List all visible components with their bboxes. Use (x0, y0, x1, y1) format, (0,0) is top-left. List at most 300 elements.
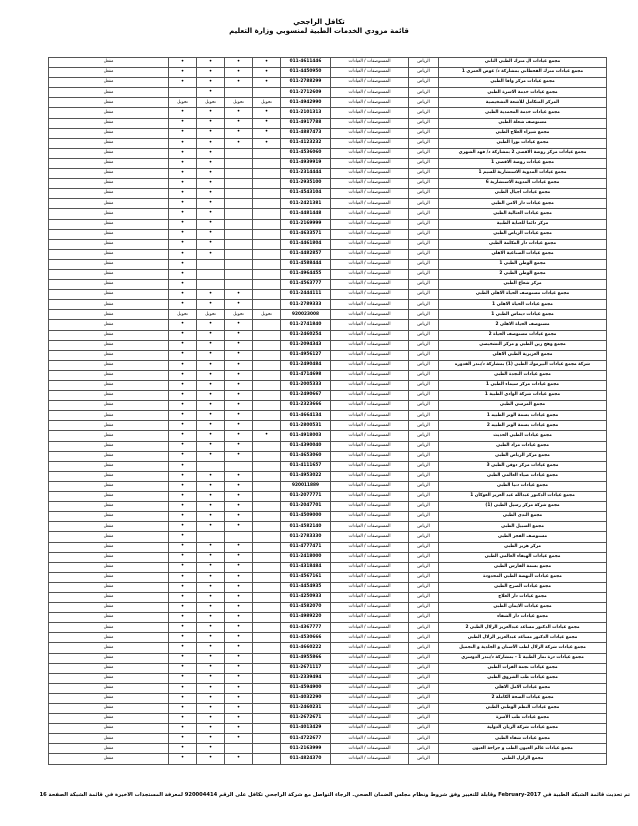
coverage-mark (197, 421, 225, 431)
provider-status: مفعل (49, 441, 169, 451)
provider-phone: 011-4318484 (281, 562, 331, 572)
provider-type: المستوصفات / العيادات (331, 340, 409, 350)
provider-city: الرياض (409, 673, 439, 683)
coverage-mark (169, 613, 197, 623)
bullet-icon: • (236, 330, 241, 338)
provider-name: مجمع شركة مركز رسيل الطبي (1) (439, 502, 607, 512)
provider-status: مفعل (49, 592, 169, 602)
table-row (49, 744, 607, 754)
coverage-mark (169, 370, 197, 380)
provider-name: مجمع عيادات العثالية الطبي (439, 209, 607, 219)
coverage-mark: تحويل (197, 98, 225, 108)
coverage-mark (169, 643, 197, 653)
provider-status: مفعل (49, 138, 169, 148)
table-row (49, 421, 607, 431)
provider-type: المستوصفات / العيادات (331, 239, 409, 249)
table-row (49, 532, 607, 542)
coverage-mark (225, 461, 253, 471)
provider-phone: 011-4942990 (281, 98, 331, 108)
provider-city: الرياض (409, 613, 439, 623)
provider-name: مجمع عيادات طب الأسرة (439, 714, 607, 724)
coverage-mark (225, 290, 253, 300)
provider-type: المستوصفات / العيادات (331, 582, 409, 592)
provider-phone: 011-4461804 (281, 239, 331, 249)
provider-type: المستوصفات / العيادات (331, 411, 409, 421)
provider-phone: 011-2444111 (281, 290, 331, 300)
provider-name: مجمع عيادات نجمة الفرات الطبي (439, 663, 607, 673)
coverage-mark (197, 623, 225, 633)
coverage-mark (225, 592, 253, 602)
coverage-mark (225, 502, 253, 512)
provider-city: الرياض (409, 239, 439, 249)
bullet-icon: • (208, 300, 213, 307)
bullet-icon: • (208, 67, 213, 75)
coverage-mark (225, 179, 253, 189)
provider-type: المستوصفات / العيادات (331, 229, 409, 239)
table-row (49, 431, 607, 441)
bullet-icon: • (208, 522, 213, 530)
coverage-mark (253, 502, 281, 512)
coverage-mark (197, 441, 225, 451)
provider-phone: 011-4250933 (281, 592, 331, 602)
provider-name: مجمع عيادات الدكتور مساعد عبدالعزيز الزلال الطبي 2 (439, 623, 607, 633)
bullet-icon: • (208, 421, 213, 429)
coverage-mark (253, 259, 281, 269)
coverage-mark (253, 704, 281, 714)
provider-status: مفعل (49, 683, 169, 693)
provider-phone: 011-4123232 (281, 138, 331, 148)
provider-phone: 011-2741840 (281, 320, 331, 330)
coverage-mark (169, 542, 197, 552)
provider-type: المستوصفات / العيادات (331, 481, 409, 491)
coverage-mark (197, 512, 225, 522)
coverage-mark (253, 421, 281, 431)
provider-name: مجمع الوطن الطبي 2 (439, 269, 607, 279)
bullet-icon: • (208, 643, 213, 651)
provider-type: المستوصفات / العيادات (331, 441, 409, 451)
coverage-mark (225, 471, 253, 481)
provider-city: الرياض (409, 411, 439, 421)
coverage-mark (225, 209, 253, 219)
provider-phone: 011-2490667 (281, 391, 331, 401)
coverage-mark (225, 704, 253, 714)
provider-status: مفعل (49, 744, 169, 754)
bullet-icon: • (180, 643, 185, 651)
provider-status: مفعل (49, 179, 169, 189)
coverage-mark (253, 169, 281, 179)
provider-city: الرياض (409, 633, 439, 643)
bullet-icon: • (208, 723, 213, 731)
provider-phone: 011-2339494 (281, 673, 331, 683)
provider-type: المستوصفات / العيادات (331, 300, 409, 310)
bullet-icon: • (236, 411, 241, 419)
coverage-mark (197, 542, 225, 552)
table-row (49, 693, 607, 703)
coverage-mark (225, 623, 253, 633)
provider-type: المستوصفات / العيادات (331, 623, 409, 633)
coverage-mark (225, 492, 253, 502)
coverage-mark (169, 249, 197, 259)
coverage-mark (197, 158, 225, 168)
bullet-icon: • (208, 653, 213, 661)
coverage-mark (225, 280, 253, 290)
table-row (49, 512, 607, 522)
provider-name: مجمع عيادات النهضة الطبي المحدودة (439, 572, 607, 582)
provider-status: مفعل (49, 58, 169, 68)
provider-type: المستوصفات / العيادات (331, 633, 409, 643)
coverage-mark (197, 562, 225, 572)
bullet-icon: • (180, 259, 185, 267)
coverage-mark (253, 320, 281, 330)
bullet-icon: • (180, 158, 185, 166)
bullet-icon: • (264, 138, 269, 146)
provider-phone: 011-4955866 (281, 653, 331, 663)
table-row (49, 290, 607, 300)
coverage-mark (169, 239, 197, 249)
bullet-icon: • (264, 431, 269, 439)
bullet-icon: • (180, 582, 185, 590)
provider-type: المستوصفات / العيادات (331, 542, 409, 552)
provider-phone: 011-4989220 (281, 613, 331, 623)
provider-name: مجمع العزيزية الطبي الاهلي (439, 350, 607, 360)
provider-status: مفعل (49, 572, 169, 582)
provider-type: المستوصفات / العيادات (331, 199, 409, 209)
coverage-mark (253, 58, 281, 68)
provider-type: المستوصفات / العيادات (331, 391, 409, 401)
provider-type: المستوصفات / العيادات (331, 704, 409, 714)
provider-type: المستوصفات / العيادات (331, 431, 409, 441)
coverage-mark (253, 562, 281, 572)
coverage-mark (225, 552, 253, 562)
provider-status: مفعل (49, 663, 169, 673)
table-row (49, 88, 607, 98)
coverage-mark: تحويل (197, 310, 225, 320)
provider-status: مفعل (49, 401, 169, 411)
bullet-icon: • (236, 350, 241, 358)
coverage-mark (225, 108, 253, 118)
coverage-mark (253, 693, 281, 703)
document-header (0, 18, 638, 36)
table-row (49, 209, 607, 219)
bullet-icon: • (180, 723, 185, 731)
coverage-mark (225, 259, 253, 269)
coverage-mark (169, 471, 197, 481)
coverage-mark (169, 592, 197, 602)
coverage-mark (197, 128, 225, 138)
provider-city: الرياض (409, 249, 439, 259)
provider-type: المستوصفات / العيادات (331, 471, 409, 481)
coverage-mark (225, 340, 253, 350)
coverage-mark (225, 512, 253, 522)
bullet-icon: • (180, 552, 185, 560)
provider-name: مجمع السبيل الطبي (439, 522, 607, 532)
provider-name: مجمع عيادات مراد الطبي (439, 441, 607, 451)
coverage-mark (169, 320, 197, 330)
provider-city: الرياض (409, 381, 439, 391)
coverage-mark (253, 481, 281, 491)
bullet-icon: • (180, 703, 185, 711)
coverage-mark (253, 290, 281, 300)
bullet-icon: • (236, 400, 241, 408)
table-row (49, 78, 607, 88)
provider-status: مفعل (49, 310, 169, 320)
bullet-icon: • (236, 300, 241, 307)
provider-city: الرياض (409, 350, 439, 360)
bullet-icon: • (236, 693, 241, 701)
bullet-icon: • (208, 148, 213, 156)
provider-phone: 011-2490484 (281, 360, 331, 370)
provider-status: مفعل (49, 340, 169, 350)
coverage-mark (197, 330, 225, 340)
bullet-icon: • (180, 522, 185, 530)
provider-status: مفعل (49, 714, 169, 724)
bullet-icon: • (208, 481, 213, 489)
bullet-icon: • (236, 431, 241, 439)
table-row (49, 734, 607, 744)
provider-city: الرياض (409, 169, 439, 179)
coverage-mark (197, 532, 225, 542)
provider-status: مفعل (49, 582, 169, 592)
bullet-icon: • (208, 340, 213, 348)
coverage-mark (253, 280, 281, 290)
provider-type: المستوصفات / العيادات (331, 693, 409, 703)
provider-status: مفعل (49, 693, 169, 703)
provider-type: المستوصفات / العيادات (331, 320, 409, 330)
coverage-mark (253, 68, 281, 78)
provider-city: الرياض (409, 582, 439, 592)
coverage-mark (225, 350, 253, 360)
coverage-mark: تحويل (253, 310, 281, 320)
table-row (49, 179, 607, 189)
coverage-mark (169, 138, 197, 148)
coverage-mark (197, 320, 225, 330)
bullet-icon: • (208, 623, 213, 630)
coverage-mark (253, 300, 281, 310)
provider-table (48, 57, 607, 765)
provider-city: الرياض (409, 552, 439, 562)
coverage-mark (225, 522, 253, 532)
provider-city: الرياض (409, 300, 439, 310)
provider-status: مفعل (49, 734, 169, 744)
provider-status: مفعل (49, 724, 169, 734)
provider-phone: 011-4653060 (281, 451, 331, 461)
coverage-mark (225, 189, 253, 199)
coverage-mark (225, 683, 253, 693)
provider-name: مجمع المرسي الطبي (439, 401, 607, 411)
provider-status: مفعل (49, 259, 169, 269)
provider-city: الرياض (409, 663, 439, 673)
coverage-mark (169, 714, 197, 724)
coverage-mark: تحويل (253, 98, 281, 108)
coverage-mark (197, 744, 225, 754)
bullet-icon: • (180, 108, 185, 116)
bullet-icon: • (208, 229, 213, 237)
provider-phone: 011-2789333 (281, 300, 331, 310)
provider-type: المستوصفات / العيادات (331, 754, 409, 764)
provider-city: الرياض (409, 189, 439, 199)
provider-status: مفعل (49, 552, 169, 562)
provider-name: مجمع الوطن الطبي 1 (439, 259, 607, 269)
provider-city: الرياض (409, 340, 439, 350)
provider-city: الرياض (409, 431, 439, 441)
table-row (49, 582, 607, 592)
coverage-mark (225, 603, 253, 613)
provider-phone: 011-4390040 (281, 441, 331, 451)
provider-phone: 011-4543104 (281, 189, 331, 199)
provider-city: الرياض (409, 360, 439, 370)
coverage-mark (253, 613, 281, 623)
coverage-mark (225, 441, 253, 451)
provider-phone: 011-2935100 (281, 179, 331, 189)
provider-phone: 011-4964455 (281, 269, 331, 279)
coverage-mark (253, 269, 281, 279)
bullet-icon: • (180, 491, 185, 499)
provider-phone: 011-2671117 (281, 663, 331, 673)
provider-city: الرياض (409, 653, 439, 663)
coverage-mark (225, 58, 253, 68)
coverage-mark (169, 663, 197, 673)
provider-status: مفعل (49, 421, 169, 431)
coverage-mark (169, 401, 197, 411)
coverage-mark (225, 754, 253, 764)
coverage-mark (169, 290, 197, 300)
bullet-icon: • (180, 471, 185, 479)
coverage-mark (169, 461, 197, 471)
coverage-mark (225, 481, 253, 491)
provider-status: مفعل (49, 603, 169, 613)
coverage-mark (169, 360, 197, 370)
bullet-icon: • (180, 633, 185, 641)
coverage-mark (169, 572, 197, 582)
table-row (49, 613, 607, 623)
provider-status: مفعل (49, 98, 169, 108)
provider-type: المستوصفات / العيادات (331, 310, 409, 320)
provider-city: الرياض (409, 128, 439, 138)
bullet-icon: • (180, 744, 185, 752)
coverage-mark (253, 512, 281, 522)
bullet-icon: • (208, 239, 213, 247)
coverage-mark (169, 673, 197, 683)
coverage-mark (169, 754, 197, 764)
bullet-icon: • (236, 542, 241, 550)
bullet-icon: • (208, 471, 213, 479)
bullet-icon: • (208, 744, 213, 752)
bullet-icon: • (236, 723, 241, 731)
provider-name: مجمع عيادات اجيال الطبي (439, 189, 607, 199)
bullet-icon: • (208, 108, 213, 116)
bullet-icon: • (236, 77, 241, 85)
coverage-mark (197, 633, 225, 643)
bullet-icon: • (208, 511, 213, 519)
coverage-mark (169, 88, 197, 98)
provider-status: مفعل (49, 431, 169, 441)
provider-city: الرياض (409, 330, 439, 340)
provider-city: الرياض (409, 229, 439, 239)
bullet-icon: • (180, 400, 185, 408)
provider-phone: 011-4582140 (281, 522, 331, 532)
table-row (49, 320, 607, 330)
coverage-mark (225, 411, 253, 421)
coverage-mark (253, 653, 281, 663)
provider-status: مفعل (49, 290, 169, 300)
coverage-mark (225, 724, 253, 734)
bullet-icon: • (236, 57, 241, 65)
coverage-mark (169, 340, 197, 350)
bullet-icon: • (208, 350, 213, 358)
provider-city: الرياض (409, 179, 439, 189)
provider-status: مفعل (49, 623, 169, 633)
coverage-mark (225, 158, 253, 168)
provider-type: المستوصفات / العيادات (331, 502, 409, 512)
table-row (49, 633, 607, 643)
provider-phone: 011-2169999 (281, 219, 331, 229)
coverage-mark (225, 542, 253, 552)
coverage-mark: تحويل (225, 98, 253, 108)
coverage-mark (197, 199, 225, 209)
provider-phone: 011-4714698 (281, 370, 331, 380)
provider-city: الرياض (409, 148, 439, 158)
coverage-mark (169, 704, 197, 714)
bullet-icon: • (180, 300, 185, 307)
provider-status: مفعل (49, 492, 169, 502)
provider-name: مجمع عيادات الرياض الطبي (439, 229, 607, 239)
provider-phone: 011-4567161 (281, 572, 331, 582)
table-row (49, 492, 607, 502)
provider-name: مستوصف الفجر الطبي (439, 532, 607, 542)
provider-city: الرياض (409, 502, 439, 512)
coverage-mark (253, 148, 281, 158)
provider-name: مستوصف شعلة الطبي (439, 118, 607, 128)
provider-type: المستوصفات / العيادات (331, 138, 409, 148)
provider-phone: 011-2323666 (281, 401, 331, 411)
provider-type: المستوصفات / العيادات (331, 451, 409, 461)
bullet-icon: • (180, 279, 185, 287)
coverage-mark (253, 603, 281, 613)
provider-type: المستوصفات / العيادات (331, 683, 409, 693)
provider-phone: 011-2418000 (281, 552, 331, 562)
bullet-icon: • (208, 633, 213, 641)
provider-phone: 011-4633571 (281, 229, 331, 239)
provider-name: مجمع عيادات دار العلاج (439, 592, 607, 602)
coverage-mark (169, 512, 197, 522)
provider-status: مفعل (49, 199, 169, 209)
bullet-icon: • (180, 330, 185, 338)
table-row (49, 229, 607, 239)
provider-type: المستوصفات / العيادات (331, 118, 409, 128)
bullet-icon: • (180, 754, 185, 762)
coverage-mark (197, 492, 225, 502)
coverage-mark (197, 714, 225, 724)
table-row (49, 552, 607, 562)
bullet-icon: • (180, 178, 185, 186)
table-row (49, 118, 607, 128)
provider-status: مفعل (49, 502, 169, 512)
coverage-mark (169, 744, 197, 754)
coverage-mark (169, 219, 197, 229)
coverage-mark (253, 754, 281, 764)
coverage-mark (253, 370, 281, 380)
provider-status: مفعل (49, 249, 169, 259)
coverage-mark (197, 78, 225, 88)
provider-phone: 011-4509000 (281, 512, 331, 522)
coverage-mark (197, 189, 225, 199)
provider-phone: 920023008 (281, 310, 331, 320)
provider-status: مفعل (49, 633, 169, 643)
provider-type: المستوصفات / العيادات (331, 673, 409, 683)
provider-city: الرياض (409, 78, 439, 88)
provider-status: مفعل (49, 381, 169, 391)
coverage-mark (253, 229, 281, 239)
